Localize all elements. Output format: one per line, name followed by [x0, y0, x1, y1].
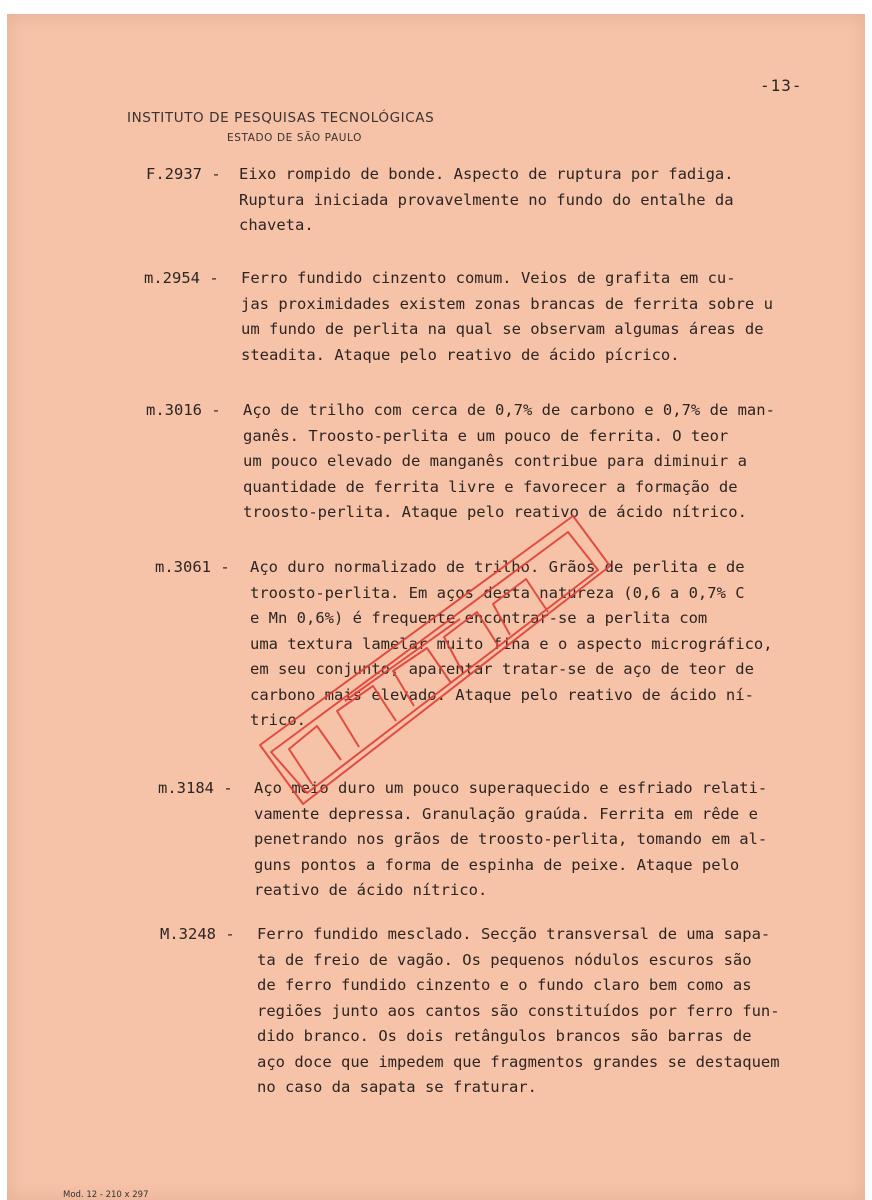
- description-line: ta de freio de vagão. Os pequenos nódulos escuros são: [257, 950, 752, 969]
- description-line: chaveta.: [239, 216, 314, 234]
- specimen-description: [239, 162, 734, 239]
- description-line: Ruptura iniciada provavelmente no fundo do entalhe da: [239, 190, 734, 209]
- description-line: troosto-perlita. Ataque pelo reativo de ácido nítrico.: [243, 503, 747, 521]
- description-line: um pouco elevado de manganês contribue para diminuir a: [243, 452, 747, 470]
- description-line: penetrando nos grãos de troosto-perlita, tomando em al-: [254, 830, 768, 848]
- description-line: regiões junto aos cantos são constituídos por ferro fun-: [257, 1001, 780, 1020]
- description-line: no caso da sapata se fraturar.: [257, 1078, 537, 1096]
- description-line: steadita. Ataque pelo reativo de ácido pícrico.: [241, 345, 680, 364]
- specimen-description: [241, 266, 773, 368]
- specimen-code: m.3016 -: [146, 401, 221, 419]
- description-line: Aço duro normalizado de trilho. Grãos de perlita e de: [250, 558, 745, 576]
- description-line: jas proximidades existem zonas brancas de ferrita sobre u: [241, 294, 773, 313]
- page-number: -13-: [760, 76, 803, 95]
- document-page: [7, 14, 865, 1200]
- specimen-description: [250, 555, 773, 734]
- description-line: reativo de ácido nítrico.: [254, 881, 488, 899]
- description-line: Aço de trilho com cerca de 0,7% de carbono e 0,7% de man-: [243, 401, 775, 419]
- description-line: vamente depressa. Granulação graúda. Ferrita em rêde e: [254, 804, 758, 823]
- form-code: Mod. 12 - 210 x 297: [63, 1190, 149, 1200]
- description-line: Aço meio duro um pouco superaquecido e esfriado relati-: [254, 779, 768, 797]
- description-line: troosto-perlita. Em aços desta natureza (0,6 a 0,7% C: [250, 583, 745, 602]
- description-line: guns pontos a forma de espinha de peixe. Ataque pelo: [254, 855, 740, 874]
- specimen-code: m.3184 -: [158, 779, 233, 797]
- description-line: carbono mais elevado. Ataque pelo reativo de ácido ní-: [250, 685, 754, 704]
- description-line: dido branco. Os dois retângulos brancos são barras de: [257, 1027, 752, 1045]
- letterhead-title: INSTITUTO DE PESQUISAS TECNOLÓGICAS: [127, 110, 435, 126]
- description-line: de ferro fundido cinzento e o fundo claro bem como as: [257, 976, 752, 994]
- description-line: quantidade de ferrita livre e favorecer a formação de: [243, 477, 738, 496]
- description-line: trico.: [250, 711, 306, 729]
- specimen-description: [254, 776, 767, 904]
- description-line: Ferro fundido cinzento comum. Veios de grafita em cu-: [241, 269, 736, 287]
- description-line: Ferro fundido mesclado. Secção transversal de uma sapa-: [257, 925, 771, 943]
- specimen-code: F.2937 -: [146, 165, 221, 183]
- description-line: uma textura lamelar muito fina e o aspecto micrográfico,: [250, 634, 773, 653]
- specimen-code: m.3061 -: [155, 558, 230, 576]
- description-line: ganês. Troosto-perlita e um pouco de ferrita. O teor: [243, 426, 729, 445]
- description-line: e Mn 0,6%) é frequente encontrar-se a perlita com: [250, 609, 708, 627]
- description-line: aço doce que impedem que fragmentos grandes se destaquem: [257, 1052, 780, 1071]
- description-line: em seu conjunto, aparentar tratar-se de aço de teor de: [250, 660, 754, 678]
- description-line: Eixo rompido de bonde. Aspecto de ruptura por fadiga.: [239, 165, 734, 183]
- specimen-description: [243, 398, 775, 526]
- letterhead-subtitle: ESTADO DE SÃO PAULO: [227, 132, 362, 144]
- specimen-description: [257, 922, 780, 1101]
- letterhead: [127, 110, 487, 144]
- specimen-code: m.2954 -: [144, 269, 219, 287]
- specimen-code: M.3248 -: [160, 925, 235, 943]
- description-line: um fundo de perlita na qual se observam algumas áreas de: [241, 320, 764, 338]
